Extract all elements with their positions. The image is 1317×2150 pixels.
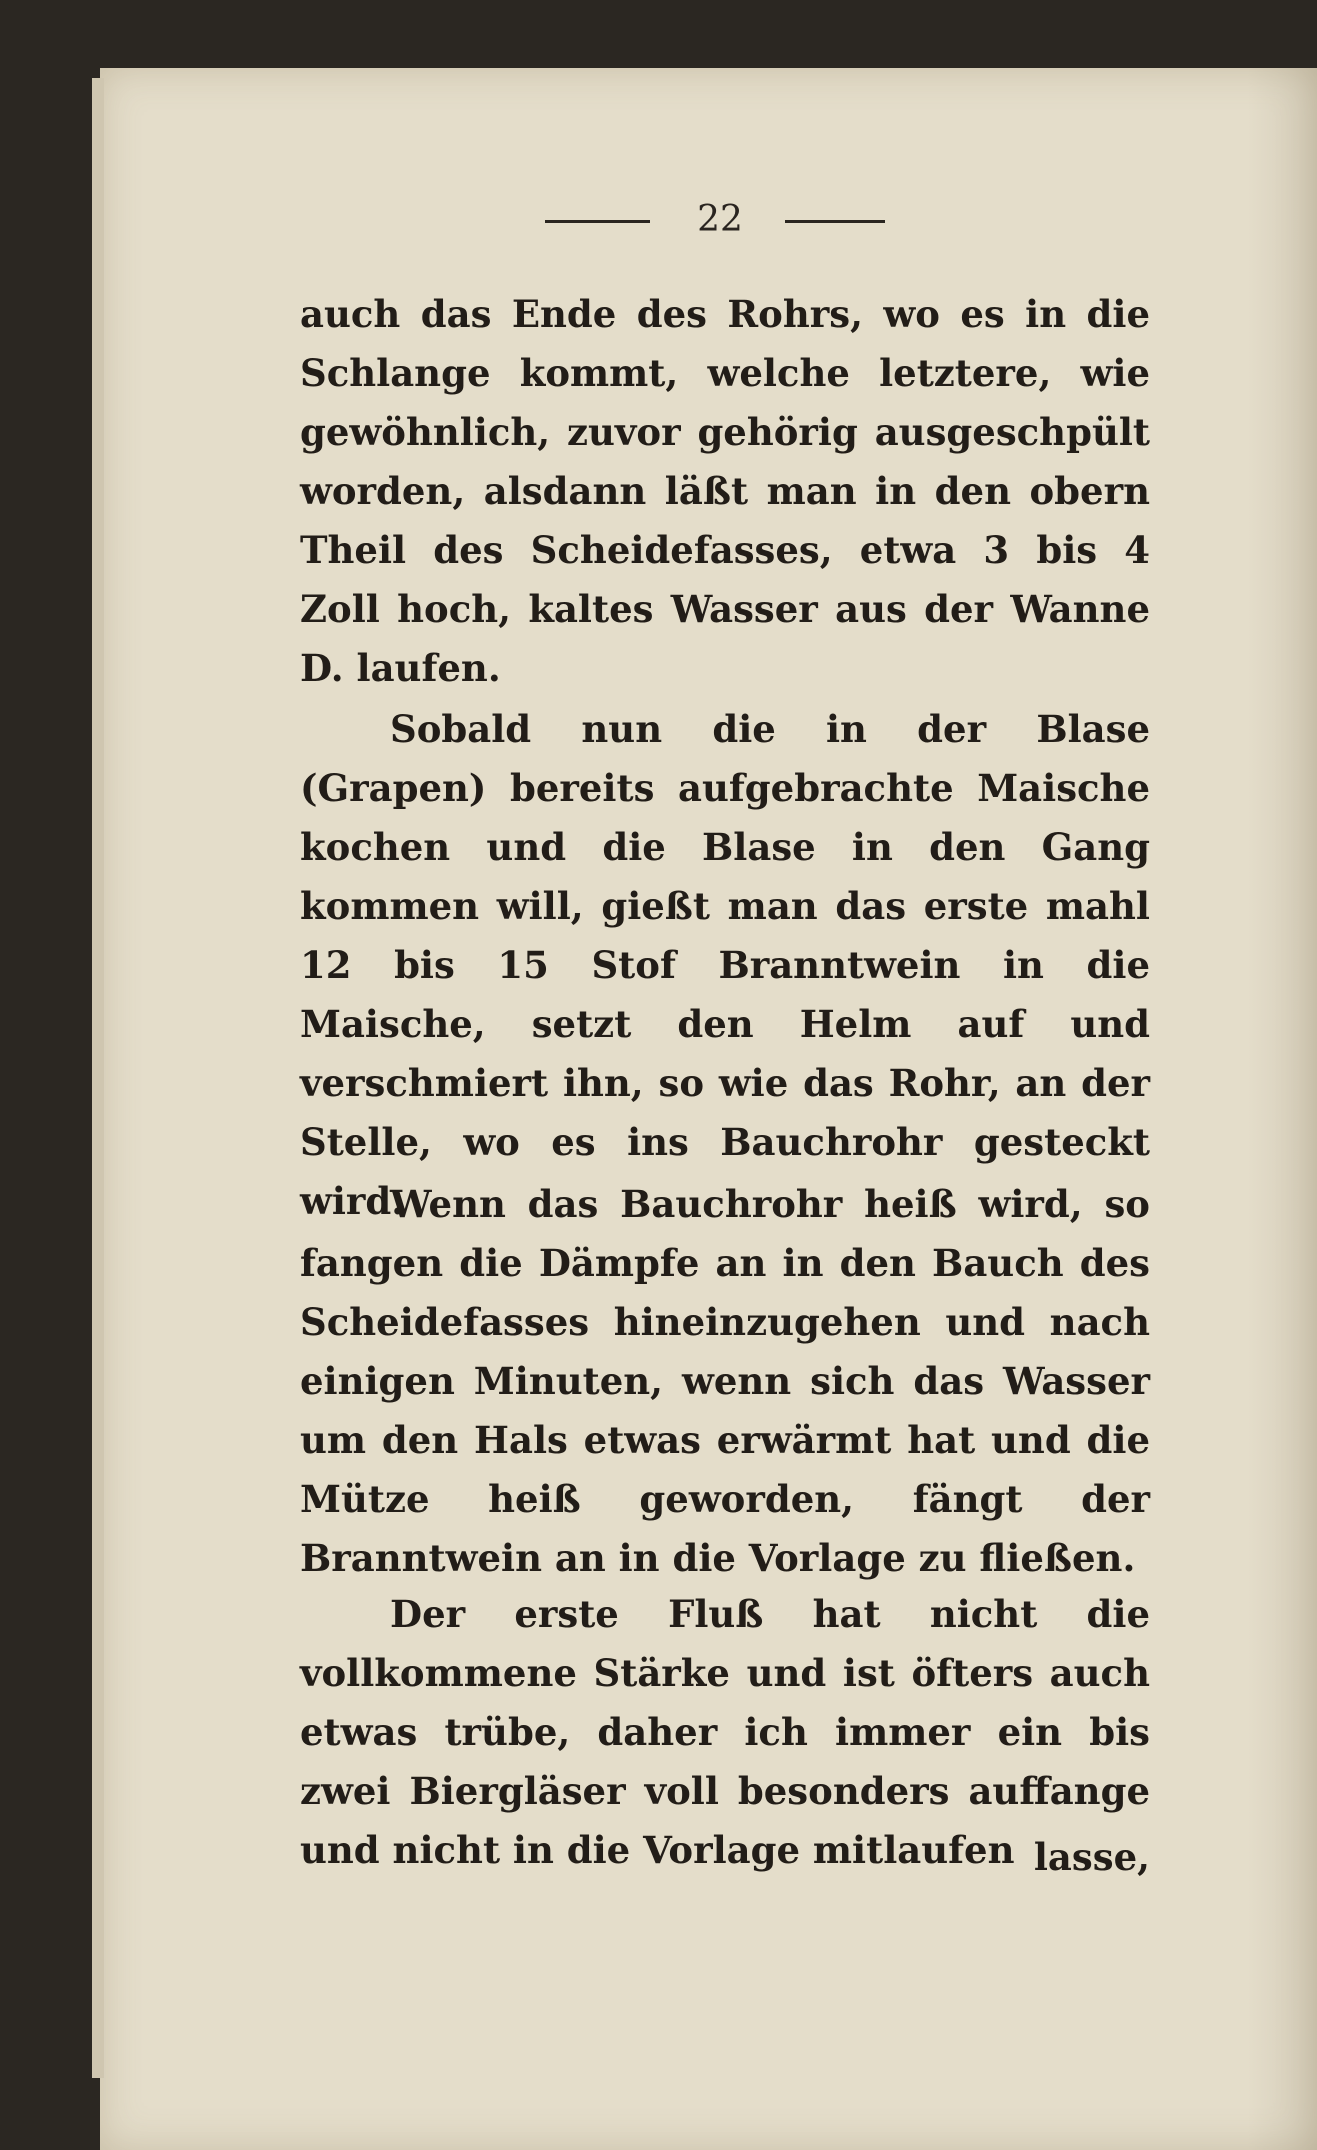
- header-rule-left: [545, 220, 650, 223]
- catchword: lasse,: [1033, 1835, 1150, 1879]
- page-gutter-shadow: [1247, 68, 1317, 2150]
- page-edge: [92, 78, 104, 2078]
- paragraph-4: Der erste Fluß hat nicht die vollkommene Stärke und ist öfters auch etwas trübe, daher ich immer ein bis zwei Biergläser voll besonders auffange und nicht in die Vorlage mitlaufen: [300, 1592, 1150, 1872]
- page-header: [545, 200, 885, 240]
- page-number: 22: [697, 199, 743, 240]
- header-rule-right: [785, 220, 885, 223]
- paragraph-3: Wenn das Bauchrohr heiß wird, so fangen die Dämpfe an in den Bauch des Scheidefasses hineinzugehen und nach einigen Minuten, wenn sich das Wasser um den Hals etwas erwärmt hat und die Mütze heiß geworden, fängt der Branntwein an in die Vorlage zu fließen.: [300, 1182, 1150, 1580]
- paragraph-2: Sobald nun die in der Blase (Grapen) bereits aufgebrachte Maische kochen und die Blase in den Gang kommen will, gießt man das erste mahl 12 bis 15 Stof Branntwein in die Maische, setzt den Helm auf und verschmiert ihn, so wie das Rohr, an der Stelle, wo es ins Bauchrohr gesteckt wird.: [300, 707, 1150, 1223]
- paragraph-1: auch das Ende des Rohrs, wo es in die Schlange kommt, welche letztere, wie gewöhnlich, zuvor gehörig ausgeschpült worden, alsdann läßt man in den obern Theil des Scheidefasses, etwa 3 bis 4 Zoll hoch, kaltes Wasser aus der Wanne D. laufen.: [300, 292, 1150, 690]
